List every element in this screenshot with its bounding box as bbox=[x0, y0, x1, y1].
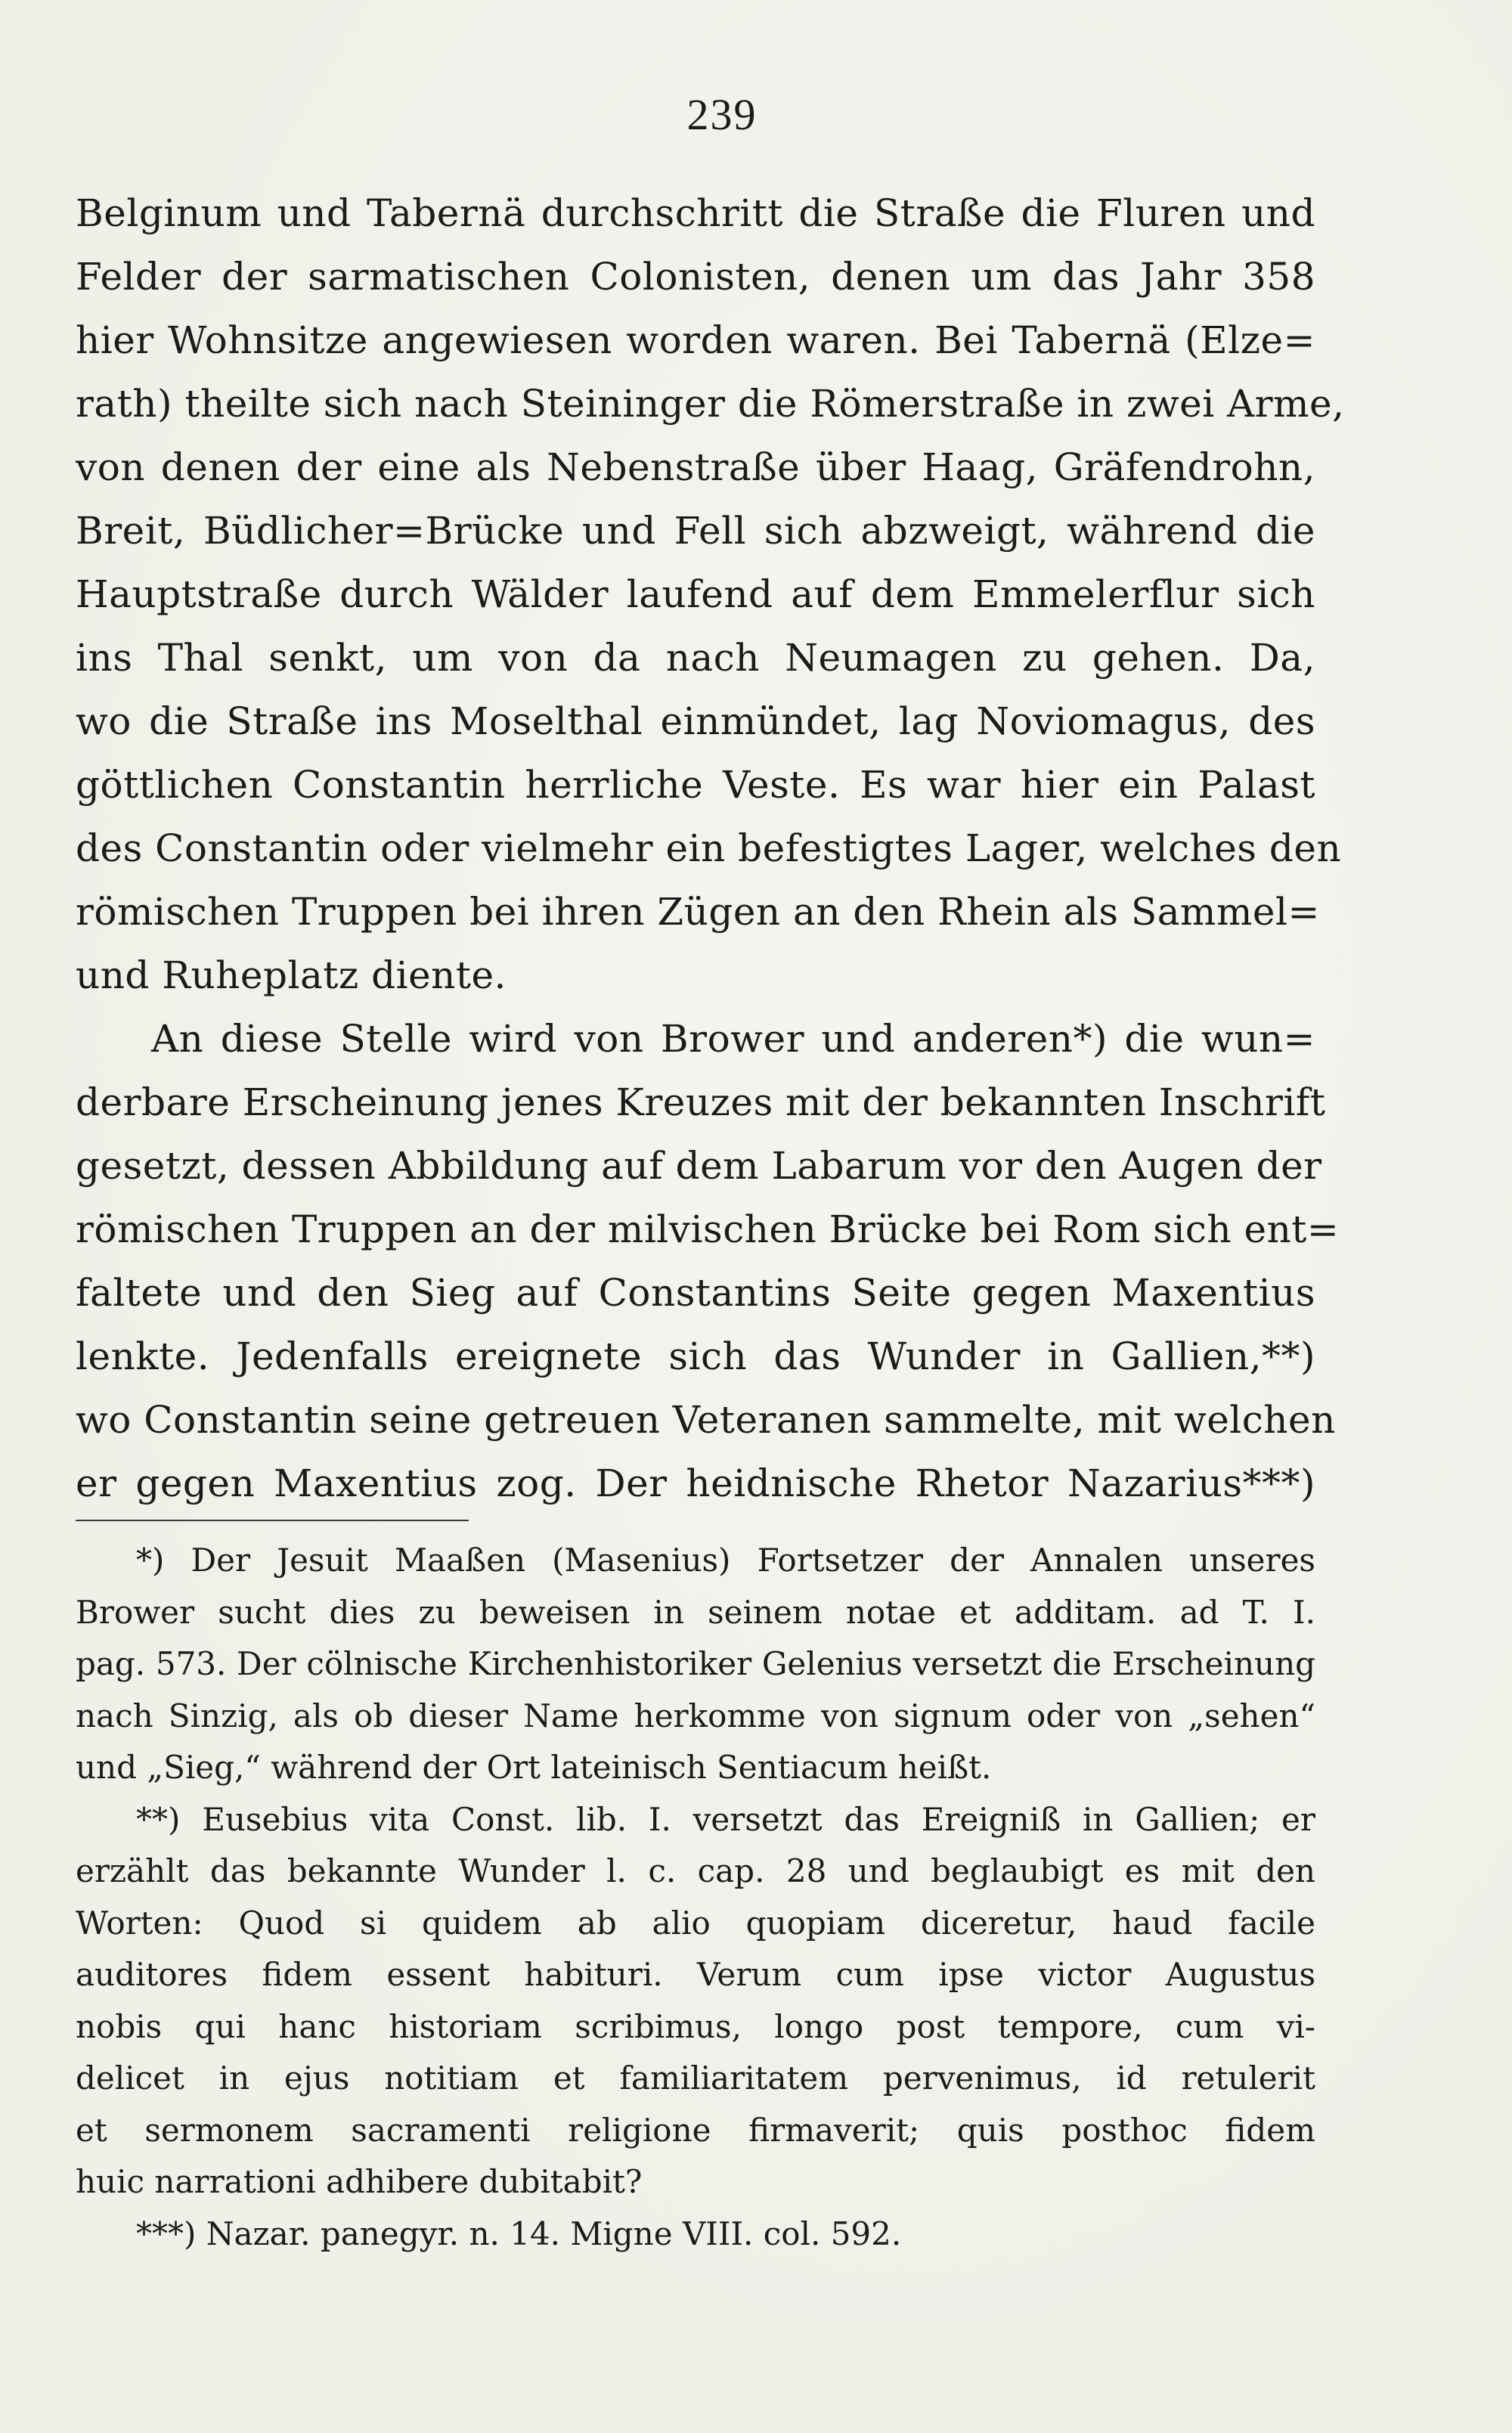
footnote-line: Worten: Quod si quidem ab alio quopiam diceretur, haud facile bbox=[76, 1904, 1315, 1942]
footnote-line: nach Sinzig, als ob dieser Name herkomme von signum oder von „sehen“ bbox=[76, 1697, 1315, 1734]
text-line: von denen der eine als Nebenstraße über Haag, Gräfendrohn, bbox=[76, 445, 1315, 489]
text-line: er gegen Maxentius zog. Der heidnische Rhetor Nazarius***) bbox=[76, 1461, 1315, 1505]
text-line: Felder der sarmatischen Colonisten, denen um das Jahr 358 bbox=[76, 255, 1315, 299]
main-text bbox=[76, 181, 1345, 1515]
footnote-line: *) Der Jesuit Maaßen (Masenius) Fortsetzer der Annalen unseres bbox=[136, 1542, 1315, 1579]
text-line: gesetzt, dessen Abbildung auf dem Labarum vor den Augen der bbox=[76, 1144, 1322, 1188]
text-line: Hauptstraße durch Wälder laufend auf dem Emmelerflur sich bbox=[76, 572, 1315, 616]
footnote-line: erzählt das bekannte Wunder l. c. cap. 28 und beglaubigt es mit den bbox=[76, 1852, 1315, 1889]
text-line: römischen Truppen an der milvischen Brücke bei Rom sich ent= bbox=[76, 1207, 1340, 1251]
page-number: 239 bbox=[686, 90, 758, 139]
text-line: rath) theilte sich nach Steininger die Römerstraße in zwei Arme, bbox=[76, 382, 1345, 426]
footnote-line: Brower sucht dies zu beweisen in seinem notae et additam. ad T. I. bbox=[76, 1593, 1315, 1631]
text-line: ins Thal senkt, um von da nach Neumagen zu gehen. Da, bbox=[76, 636, 1315, 680]
text-line: wo Constantin seine getreuen Veteranen sammelte, mit welchen bbox=[76, 1398, 1336, 1442]
footnotes bbox=[76, 1535, 1315, 2260]
text-line: Belginum und Tabernä durchschritt die Straße die Fluren und bbox=[76, 191, 1315, 235]
footnote-line: und „Sieg,“ während der Ort lateinisch Sentiacum heißt. bbox=[76, 1749, 992, 1786]
footnote-line: et sermonem sacramenti religione firmaverit; quis posthoc fidem bbox=[76, 2111, 1315, 2149]
footnote-line: pag. 573. Der cölnische Kirchenhistoriker Gelenius versetzt die Erscheinung bbox=[76, 1645, 1315, 1682]
footnote-line: delicet in ejus notitiam et familiaritatem pervenimus, id retulerit bbox=[76, 2060, 1315, 2097]
text-line: römischen Truppen bei ihren Zügen an den Rhein als Sammel= bbox=[76, 890, 1320, 934]
footnote-line: nobis qui hanc historiam scribimus, longo post tempore, cum vi- bbox=[76, 2007, 1315, 2045]
footnote-divider bbox=[76, 1520, 469, 1521]
text-line: des Constantin oder vielmehr ein befestigtes Lager, welches den bbox=[76, 826, 1342, 870]
footnote-line: **) Eusebius vita Const. lib. I. versetzt das Ereigniß in Gallien; er bbox=[136, 1800, 1315, 1838]
footnote-line: auditores fidem essent habituri. Verum cum ipse victor Augustus bbox=[76, 1956, 1315, 1993]
paragraph-start-line: An diese Stelle wird von Brower und anderen*) die wun= bbox=[151, 1017, 1315, 1061]
text-line: göttlichen Constantin herrliche Veste. Es war hier ein Palast bbox=[76, 763, 1315, 807]
text-line: lenkte. Jedenfalls ereignete sich das Wunder in Gallien,**) bbox=[76, 1334, 1315, 1378]
text-line: hier Wohnsitze angewiesen worden waren. Bei Tabernä (Elze= bbox=[76, 318, 1315, 362]
text-line: und Ruheplatz diente. bbox=[76, 953, 507, 997]
text-line: Breit, Büdlicher=Brücke und Fell sich abzweigt, während die bbox=[76, 509, 1315, 553]
text-line: wo die Straße ins Moselthal einmündet, lag Noviomagus, des bbox=[76, 699, 1315, 743]
footnote-line: huic narrationi adhibere dubitabit? bbox=[76, 2163, 643, 2200]
footnote-line: ***) Nazar. panegyr. n. 14. Migne VIII. col. 592. bbox=[136, 2214, 902, 2252]
text-line: faltete und den Sieg auf Constantins Seite gegen Maxentius bbox=[76, 1271, 1315, 1315]
text-line: derbare Erscheinung jenes Kreuzes mit der bekannten Inschrift bbox=[76, 1080, 1326, 1124]
